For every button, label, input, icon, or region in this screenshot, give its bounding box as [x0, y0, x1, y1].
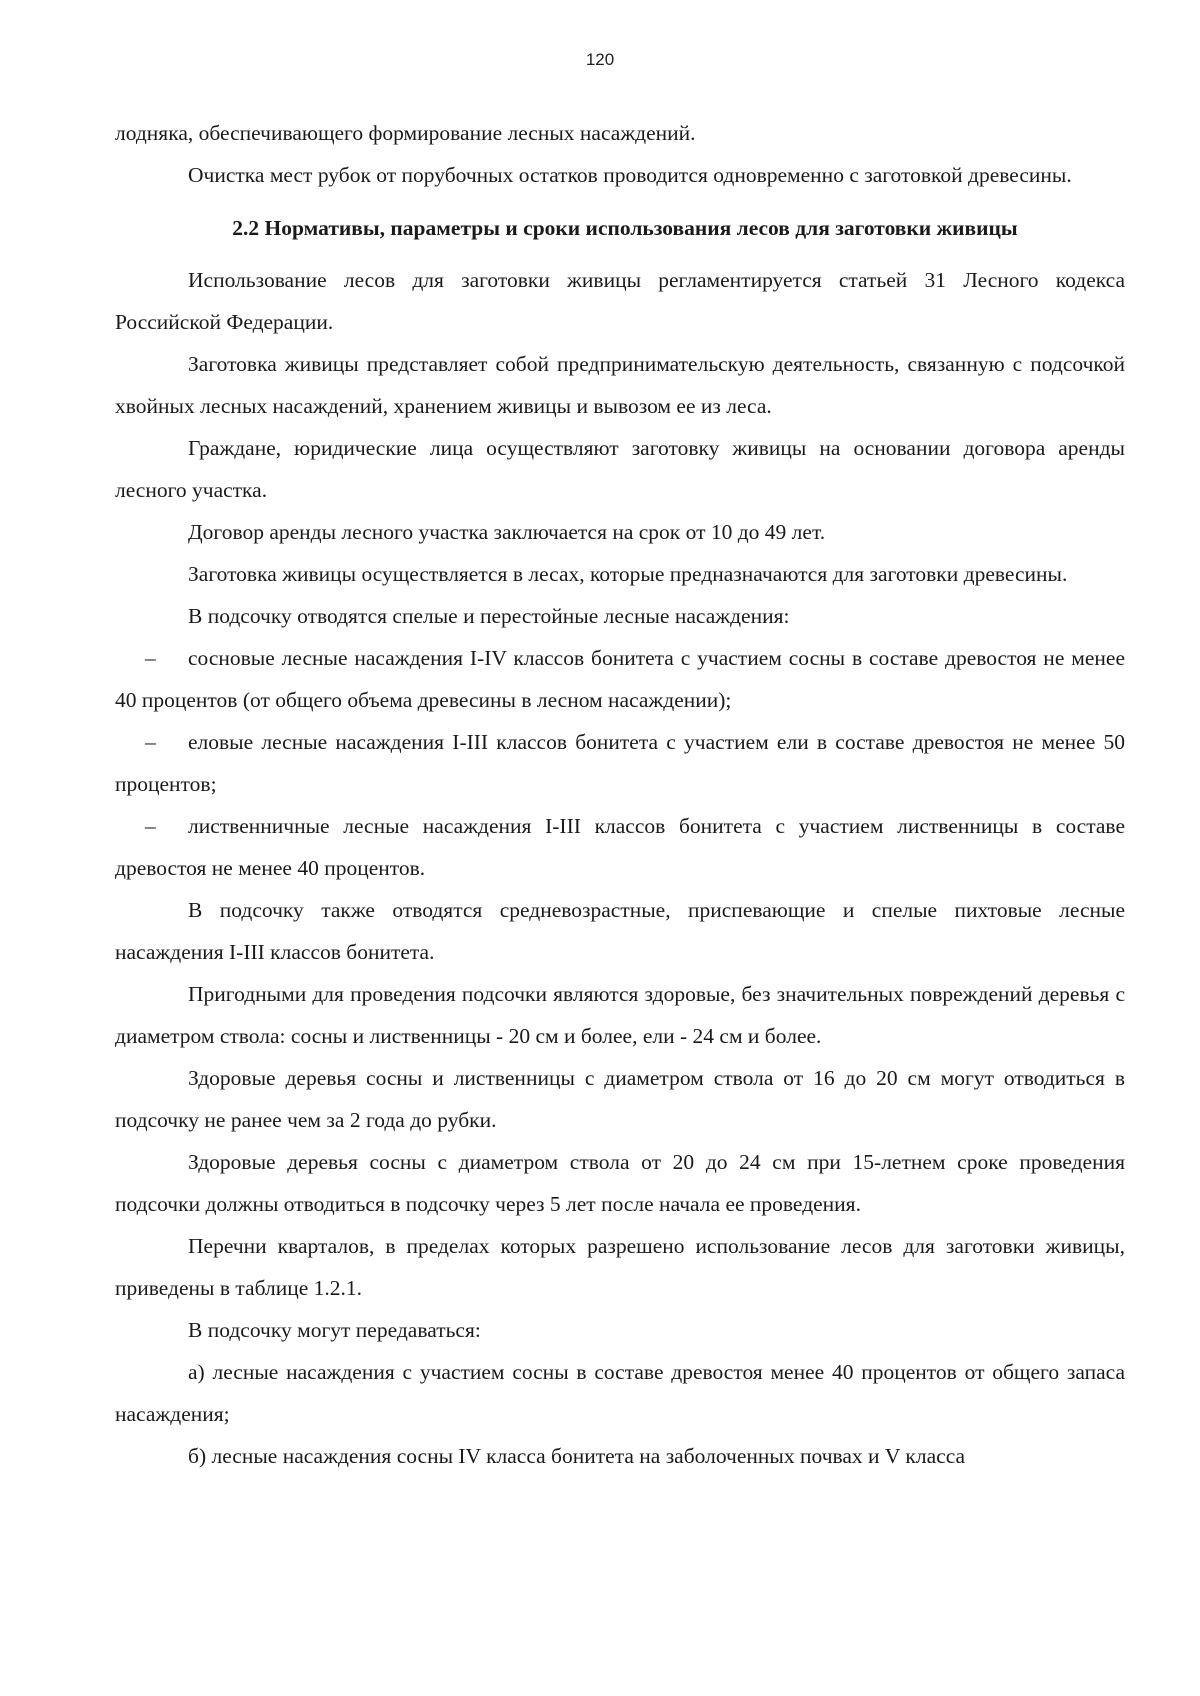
list-item [115, 805, 1125, 889]
paragraph: Граждане, юридические лица осуществляют заготовку живицы на основании договора аренды лесного участка. [115, 436, 1125, 502]
paragraph-continuation: лодняка, обеспечивающего формирование лесных насаждений. [115, 121, 696, 145]
paragraph: Использование лесов для заготовки живицы регламентируется статьей 31 Лесного кодекса Российской Федерации. [115, 268, 1125, 334]
paragraph: б) лесные насаждения сосны IV класса бонитета на заболоченных почвах и V класса [188, 1444, 966, 1468]
paragraph: Очистка мест рубок от порубочных остатков проводится одновременно с заготовкой древесины. [188, 163, 1072, 187]
paragraph: Заготовка живицы осуществляется в лесах, которые предназначаются для заготовки древесины. [188, 562, 1068, 586]
list-item-text: лиственничные лесные насаждения I-III классов бонитета с участием лиственницы в составе древостоя не менее 40 процентов. [115, 814, 1125, 880]
section-heading: 2.2 Нормативы, параметры и сроки использования лесов для заготовки живицы [232, 216, 1018, 240]
list-item [115, 637, 1125, 721]
paragraph: а) лесные насаждения с участием сосны в составе древостоя менее 40 процентов от общего запаса насаждения; [115, 1360, 1125, 1426]
paragraph: Заготовка живицы представляет собой предпринимательскую деятельность, связанную с подсочкой хвойных лесных насаждений, хранением живицы и вывозом ее из леса. [115, 352, 1125, 418]
list-item [115, 721, 1125, 805]
paragraph: В подсочку также отводятся средневозрастные, приспевающие и спелые пихтовые лесные насаждения I-III классов бонитета. [115, 898, 1125, 964]
list-item-text: сосновые лесные насаждения I-IV классов бонитета с участием сосны в составе древостоя не менее 40 процентов (от общего объема древесины в лесном насаждении); [115, 646, 1125, 712]
paragraph: Здоровые деревья сосны и лиственницы с диаметром ствола от 16 до 20 см могут отводиться в подсочку не ранее чем за 2 года до рубки. [115, 1066, 1125, 1132]
paragraph: В подсочку отводятся спелые и перестойные лесные насаждения: [188, 604, 790, 628]
paragraph: Перечни кварталов, в пределах которых разрешено использование лесов для заготовки живицы, приведены в таблице 1.2.1. [115, 1234, 1125, 1300]
paragraph: Договор аренды лесного участка заключается на срок от 10 до 49 лет. [188, 520, 826, 544]
list-dash: – [145, 730, 156, 754]
page-number: 120 [585, 50, 615, 69]
paragraph: Пригодными для проведения подсочки являются здоровые, без значительных повреждений деревья с диаметром ствола: сосны и лиственницы - 20 см и более, ели - 24 см и более. [115, 982, 1125, 1048]
paragraph: В подсочку могут передаваться: [188, 1318, 481, 1342]
list-dash: – [145, 814, 156, 838]
list-item-text: еловые лесные насаждения I-III классов бонитета с участием ели в составе древостоя не менее 50 процентов; [115, 730, 1125, 796]
list-dash: – [145, 646, 156, 670]
paragraph: Здоровые деревья сосны с диаметром ствола от 20 до 24 см при 15-летнем сроке проведения подсочки должны отводиться в подсочку через 5 лет после начала ее проведения. [115, 1150, 1125, 1216]
body-text [115, 112, 1125, 1477]
